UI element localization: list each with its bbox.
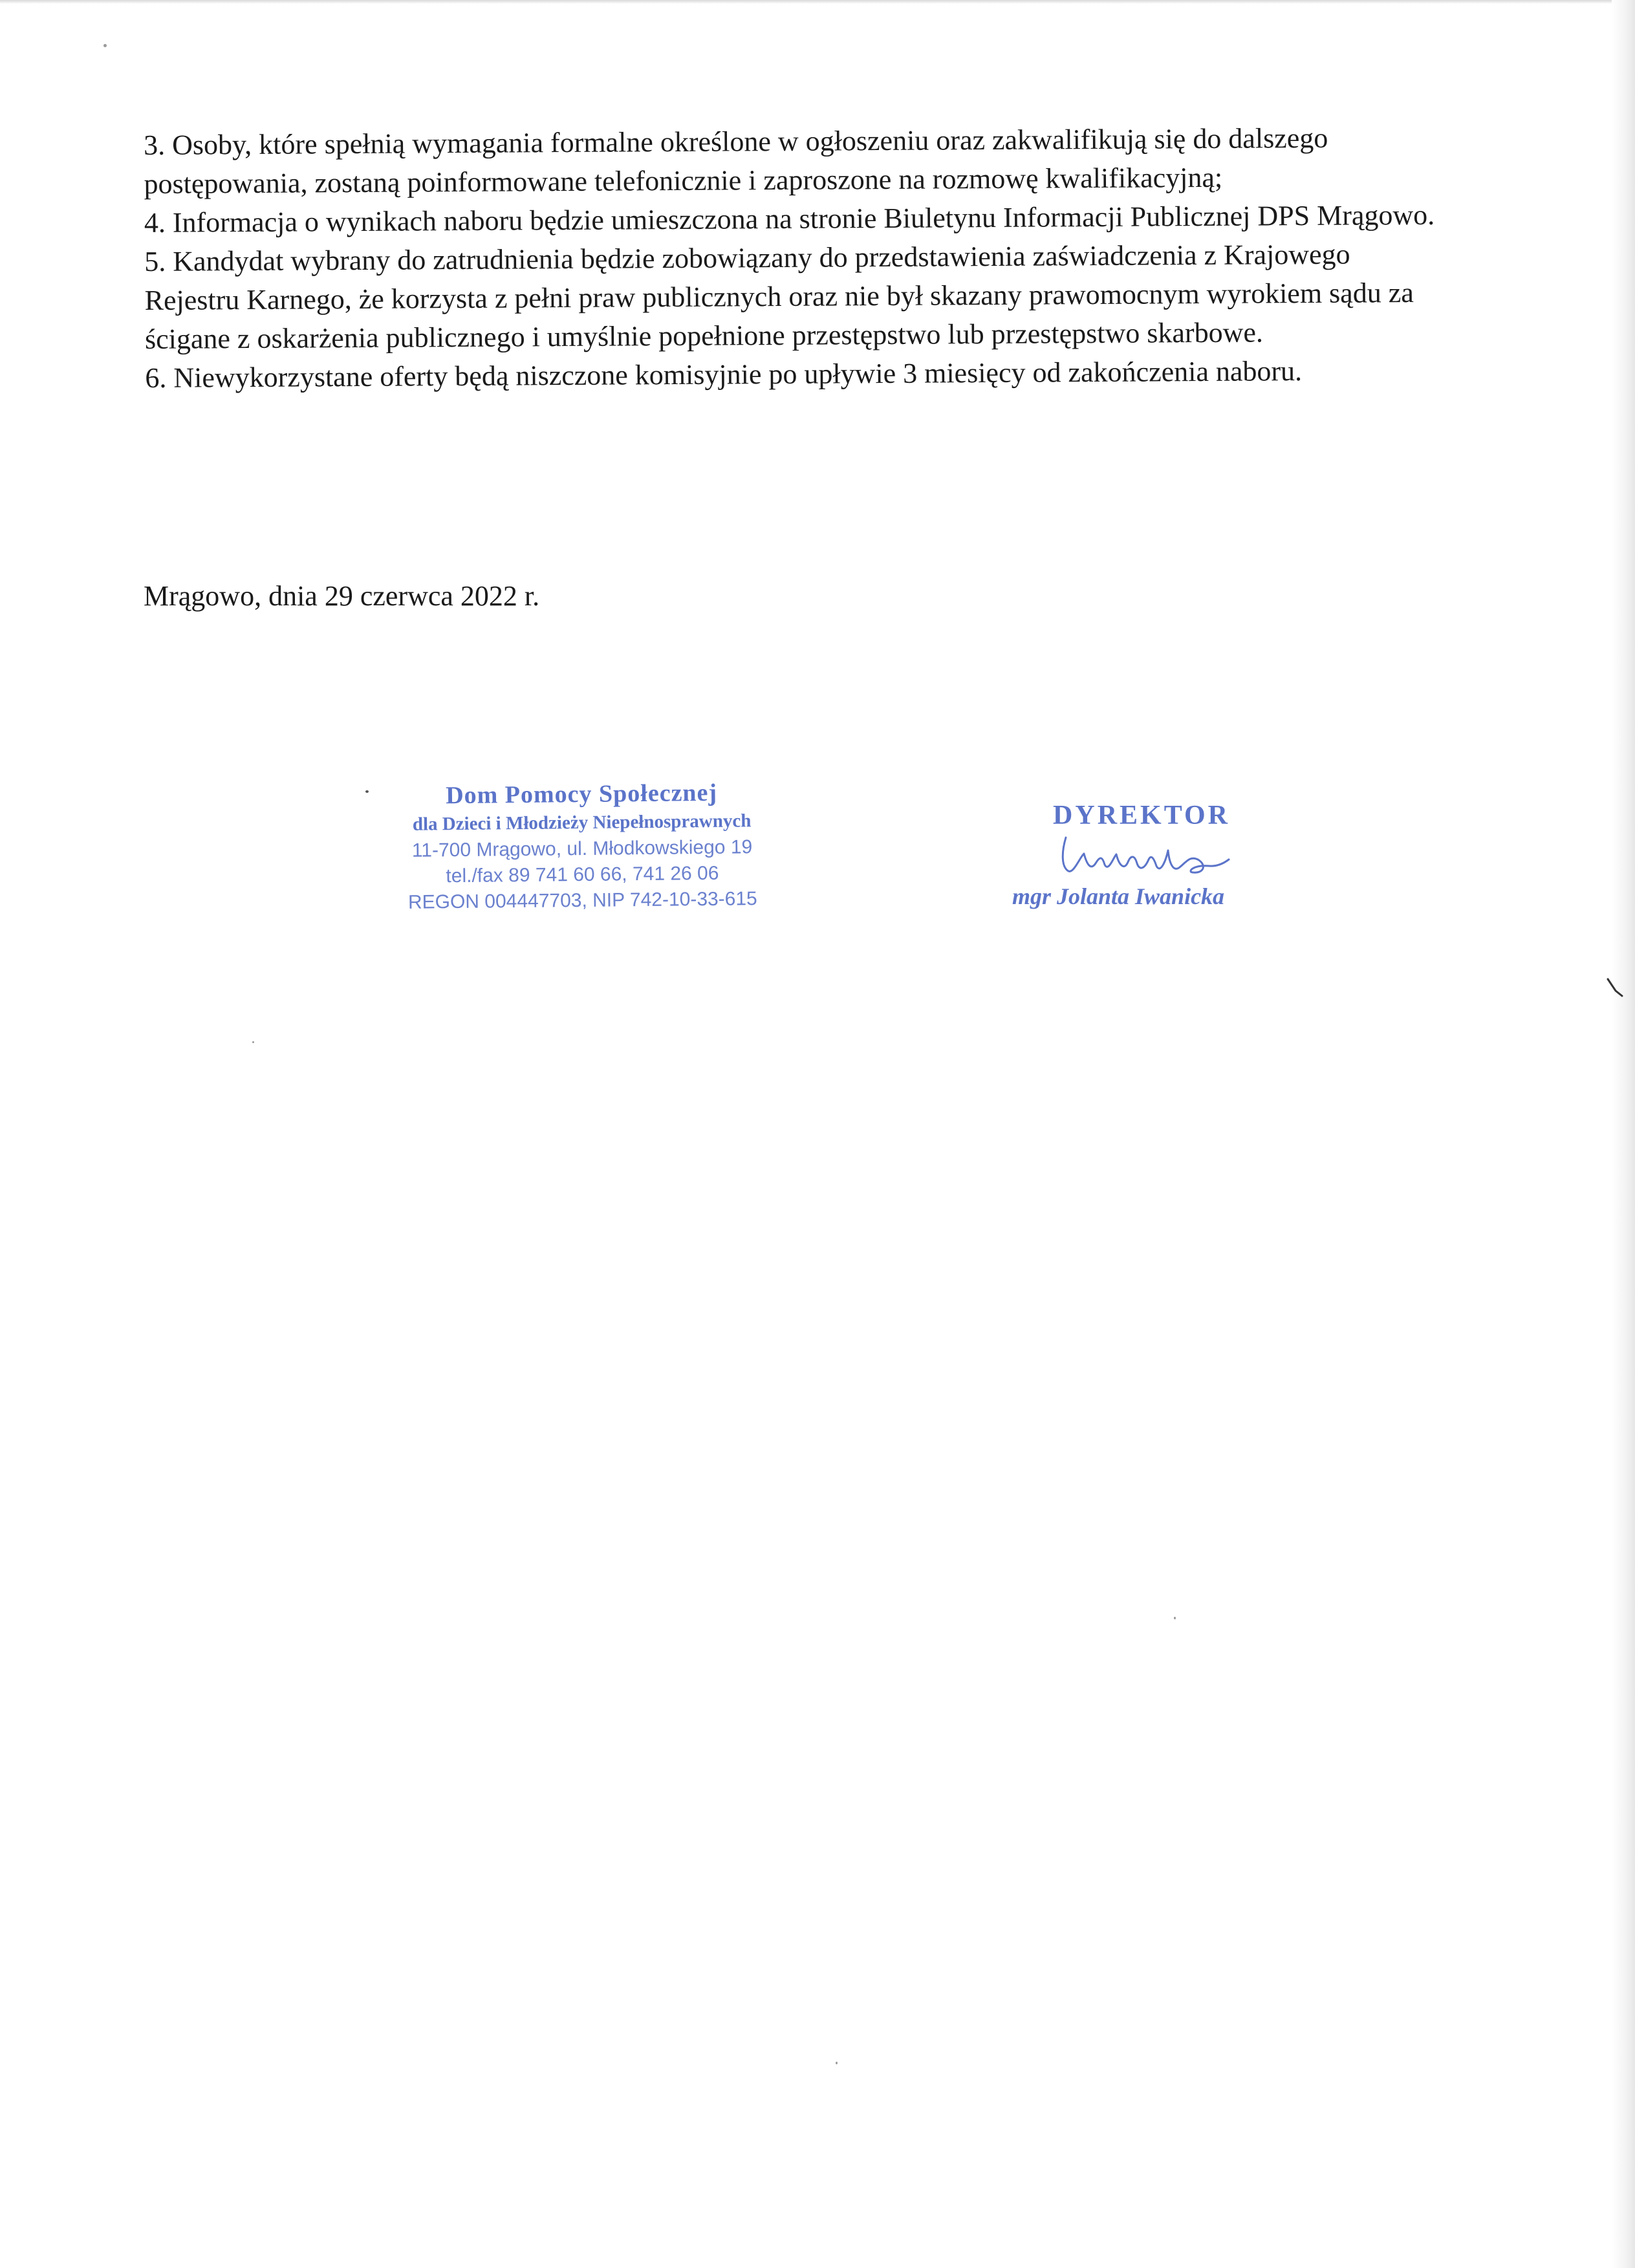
paragraph-4: 4. Informacja o wynikach naboru będzie umieszczona na stronie Biuletynu Informacji Publicznej DPS Mrągowo. — [144, 199, 1435, 239]
institution-stamp — [387, 777, 777, 916]
director-name: mgr Jolanta Iwanicka — [1012, 883, 1225, 909]
scan-speck — [103, 44, 107, 47]
scan-mark — [1605, 977, 1625, 1002]
director-stamp — [996, 799, 1287, 909]
stamp-line-1: Dom Pomocy Społecznej — [445, 779, 718, 810]
handwritten-signature — [1054, 831, 1248, 883]
document-body — [144, 118, 1452, 398]
scan-speck — [252, 1041, 254, 1043]
stamp-line-4: tel./fax 89 741 60 66, 741 26 06 — [446, 862, 719, 887]
scan-right-edge — [1612, 0, 1635, 2268]
paragraph-6: 6. Niewykorzystane oferty będą niszczone komisyjnie po upływie 3 miesięcy od zakończenia naboru. — [145, 355, 1303, 394]
paragraph-3: 3. Osoby, które spełnią wymagania formalne określone w ogłoszeniu oraz zakwalifikują się do dalszego postępowania, zostaną poinformowane telefonicznie i zaproszone na rozmowę kwalifikacyjną; — [144, 122, 1328, 200]
stamp-line-2: dla Dzieci i Młodzieży Niepełnosprawnych — [412, 810, 752, 835]
director-title: DYREKTOR — [1053, 801, 1230, 830]
scan-speck — [1174, 1617, 1176, 1619]
scan-speck — [836, 2062, 838, 2064]
paragraph-5: 5. Kandydat wybrany do zatrudnienia będzie zobowiązany do przedstawienia zaświadczenia z Krajowego Rejestru Karnego, że korzysta z pełni praw publicznych oraz nie był skazany prawomocnym wyrokiem sądu za ścigane z oskarżenia publicznego i umyślnie popełnione przestępstwo lub przestępstwo skarbowe. — [144, 238, 1414, 355]
stamp-line-5: REGON 004447703, NIP 742-10-33-615 — [407, 888, 757, 913]
scan-speck — [365, 790, 369, 793]
scan-top-edge — [0, 0, 1635, 4]
date-line: Mrągowo, dnia 29 czerwca 2022 r. — [144, 580, 540, 612]
stamp-line-3: 11-700 Mrągowo, ul. Młodkowskiego 19 — [411, 836, 753, 861]
